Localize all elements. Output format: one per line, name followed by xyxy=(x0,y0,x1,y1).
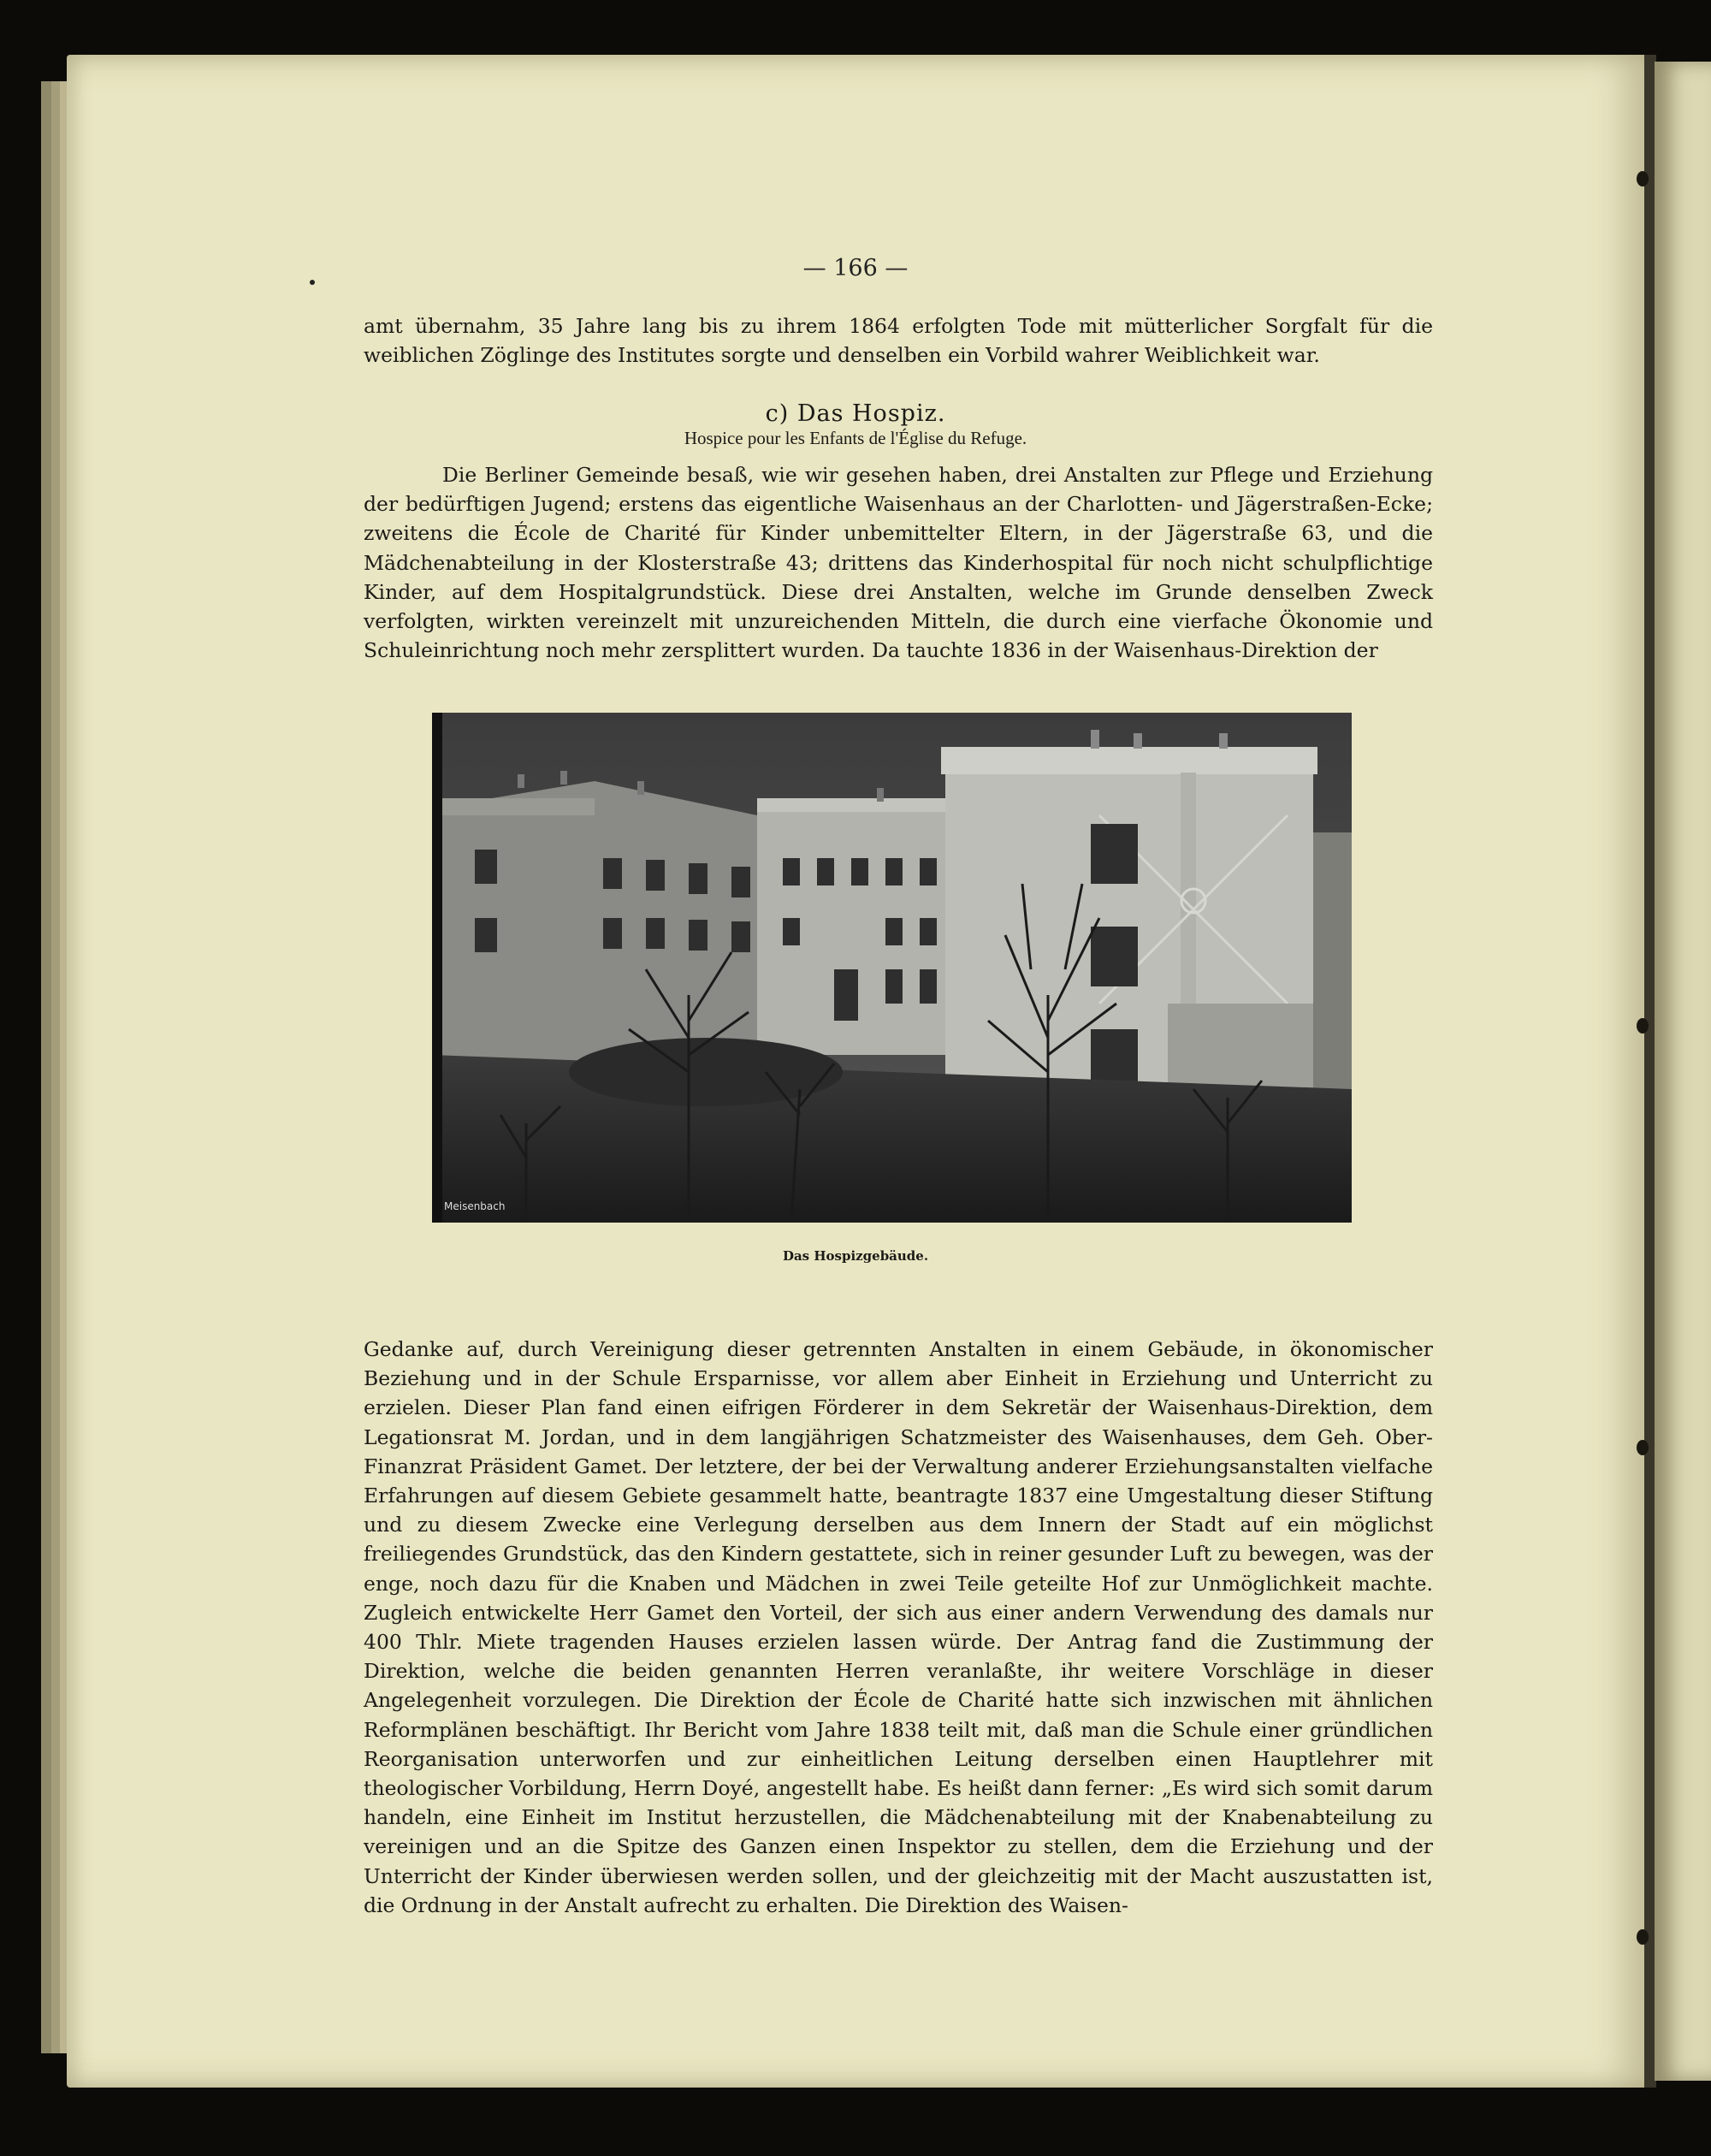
binding-pin xyxy=(1637,171,1649,187)
binding-pin xyxy=(1637,1018,1649,1034)
building-illustration xyxy=(432,713,1352,1223)
binding-pin xyxy=(1637,1929,1649,1945)
binding-pin xyxy=(1637,1440,1649,1455)
photo-caption: Das Hospizgebäude. xyxy=(782,1248,929,1264)
body-paragraph: Gedanke auf, durch Vereinigung dieser getrennten Anstalten in einem Gebäude, in ökonomischer Beziehung und in der Schule Ersparnisse, vor allem aber Einheit in Erziehung und Unterricht zu erzielen. Dieser Plan fand einen eifrigen Förderer in dem Sekretär der Waisenhaus-Direktion, dem Legationsrat M. Jordan, und in dem langjährigen Schatzmeister des Waisenhauses, dem Geh. Ober-Finanzrat Präsident Gamet. Der letztere, der bei der Verwaltung anderer Erziehungsanstalten vielfache Erfahrungen auf diesem Gebiete gesammelt hatte, beantragte 1837 eine Umgestaltung dieser Stiftung und zu diesem Zwecke eine Verlegung derselben aus dem Innern der Stadt auf ein möglichst freiliegendes Grundstück, das den Kindern gestattete, sich in reiner gesunder Luft zu bewegen, was der enge, noch dazu für die Knaben und Mädchen in zwei Teile geteilte Hof zur Unmöglichkeit machte. Zugleich entwickelte Herr Gamet den Vorteil, der sich aus einer andern Verwendung des damals nur 400 Thlr. Miete tragenden Hauses erzielen lassen würde. Der Antrag fand die Zustimmung der Direktion, welche die beiden genannten Herren veranlaßte, ihr weitere Vorschläge in dieser Angelegenheit vorzulegen. Die Direktion der École de Charité hatte sich inzwischen mit ähnlichen Reformplänen beschäftigt. Ihr Bericht vom Jahre 1838 teilt mit, daß man die Schule einer gründlichen Reorganisation unterworfen und zur einheitlichen Leitung derselben einen Hauptlehrer mit theologischer Vorbildung, Herrn Doyé, angestellt habe. Es heißt dann ferner: „Es wird sich somit darum handeln, eine Einheit im Institut herzustellen, die Mädchenabteilung mit der Knabenabteilung zu vereinigen und an die Spitze des Ganzen einen Inspektor zu stellen, dem die Erziehung und der Unterricht der Kinder überwiesen werden sollen, und der gleichzeitig mit der Macht auszustatten ist, die Ordnung in der Anstalt aufrecht zu erhalten. Die Direktion des Waisen- xyxy=(364,1337,1433,1917)
section-heading: c) Das Hospiz. xyxy=(765,400,946,427)
page-number: — 166 — xyxy=(802,255,909,281)
building-photograph xyxy=(432,713,1352,1223)
section-subheading: Hospice pour les Enfants de l'Église du Refuge. xyxy=(684,428,1027,448)
photographer-signature: Meisenbach xyxy=(444,1200,506,1212)
paragraph-2-block xyxy=(364,1335,1433,1920)
intro-text-block xyxy=(364,311,1433,370)
body-paragraph: Die Berliner Gemeinde besaß, wie wir gesehen haben, drei Anstalten zur Pflege und Erziehung der bedürftigen Jugend; erstens das eigentliche Waisenhaus an der Charlotten- und Jägerstraßen-Ecke; zweitens die École de Charité für Kinder unbemittelter Eltern, in der Jägerstraße 63, und die Mädchenabteilung in der Klosterstraße 43; drittens das Kinderhospital für noch nicht schulpflichtige Kinder, auf dem Hospitalgrundstück. Diese drei Anstalten, welche im Grunde denselben Zweck verfolgten, wirkten vereinzelt mit unzureichenden Mitteln, die durch eine vierfache Ökonomie und Schuleinrichtung noch mehr zersplittert wurden. Da tauchte 1836 in der Waisenhaus-Direktion der xyxy=(364,463,1433,663)
next-page-edge xyxy=(1655,62,1711,2081)
intro-paragraph: amt übernahm, 35 Jahre lang bis zu ihrem 1864 erfolgten Tode mit mütterlicher Sorgfalt für die weiblichen Zöglinge des Institutes sorgte und denselben ein Vorbild wahrer Weiblichkeit war. xyxy=(364,314,1433,368)
paragraph-1-block xyxy=(364,460,1433,665)
